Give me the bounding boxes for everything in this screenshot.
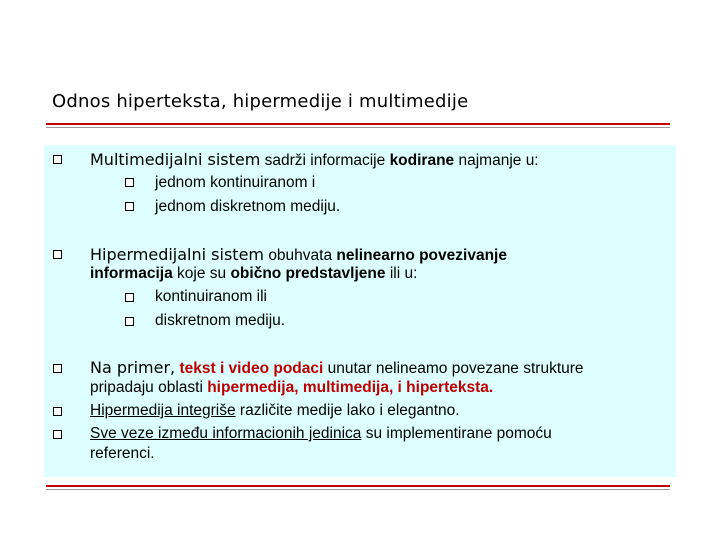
item-4-underlined: Hipermedija integriše: [90, 402, 236, 419]
item-2-text-c: ili u:: [389, 265, 418, 282]
item-3-text-b: pripadaju oblasti: [90, 379, 203, 396]
item-3-text-a: unutar nelineamo povezane strukture: [327, 360, 584, 377]
item-1-bold: kodirane: [389, 152, 455, 169]
bullet-icon: [53, 430, 62, 439]
item-3-line-2: [90, 378, 493, 398]
item-2-term: Hipermedijalni sistem: [90, 245, 264, 264]
slide-title: Odnos hiperteksta, hipermedije i multimedije: [52, 91, 469, 112]
item-4-text: različite medije lako i elegantno.: [239, 402, 460, 419]
item-3-red-a: tekst i video podaci: [179, 360, 324, 377]
item-2-text-b: koje su: [177, 265, 227, 282]
item-2-bold-a: nelinearno povezivanje: [336, 247, 507, 264]
bullet-icon: [53, 364, 62, 373]
title-divider-gray: [46, 127, 670, 128]
item-1-text-a: sadrži informacije: [264, 152, 386, 169]
item-5-line-2: referenci.: [90, 445, 155, 462]
title-divider-red: [46, 123, 670, 125]
bullet-icon: [53, 155, 62, 164]
item-1-sub-1: jednom kontinuiranom i: [155, 174, 316, 191]
item-1-term: Multimedijalni sistem: [90, 150, 261, 169]
item-5-text-a: su implementirane pomoću: [365, 425, 552, 442]
item-2-sub-2: diskretnom mediju.: [155, 312, 286, 329]
item-3-lead: Na primer,: [90, 358, 176, 377]
sub-bullet-icon: [125, 293, 134, 302]
bullet-icon: [53, 407, 62, 416]
footer-divider-red: [46, 485, 670, 487]
item-2-line-1: [90, 245, 507, 266]
item-1-text-b: najmanje u:: [458, 152, 539, 169]
sub-bullet-icon: [125, 202, 134, 211]
item-1-sub-2: jednom diskretnom mediju.: [155, 198, 341, 215]
item-1-line-1: [90, 150, 539, 171]
sub-bullet-icon: [125, 317, 134, 326]
item-5-line-1: [90, 424, 552, 444]
bullet-icon: [53, 250, 62, 259]
item-5-underlined: Sve veze između informacionih jedinica: [90, 425, 362, 442]
item-2-bold-b: informacija: [90, 265, 173, 282]
footer-divider-gray: [46, 489, 670, 490]
item-2-sub-1: kontinuiranom ili: [155, 288, 267, 305]
item-3-line-1: [90, 358, 584, 379]
item-3-red-b: hipermedija, multimedija, i hiperteksta.: [207, 379, 494, 396]
item-2-line-2: [90, 264, 417, 284]
item-4-line: [90, 401, 460, 421]
item-2-text-a: obuhvata: [268, 247, 333, 264]
item-2-bold-c: obično predstavljene: [230, 265, 386, 282]
sub-bullet-icon: [125, 178, 134, 187]
